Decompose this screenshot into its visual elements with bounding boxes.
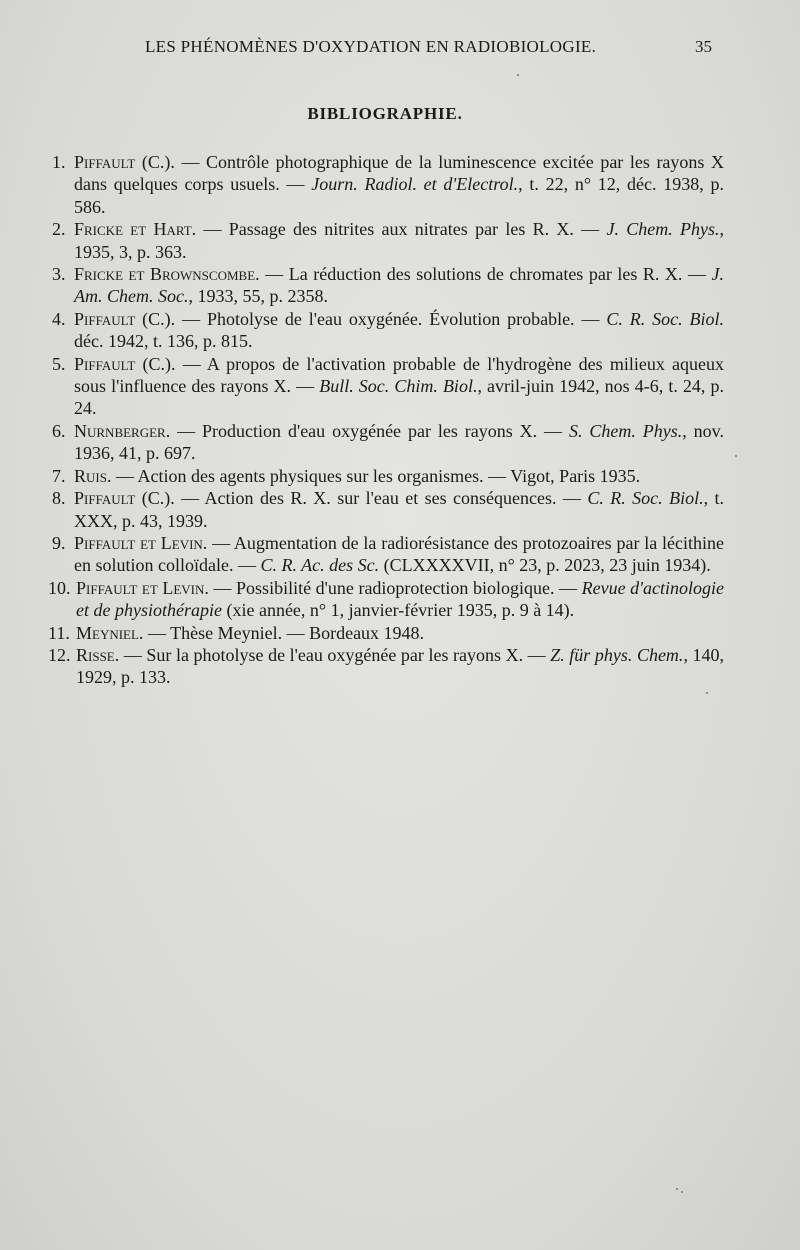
reference-number: 8.	[52, 488, 66, 509]
reference-journal: Z. für phys. Chem.	[550, 644, 684, 665]
paper-speck	[681, 1191, 683, 1193]
reference-journal: C. R. Ac. des Sc.	[260, 555, 380, 576]
reference-details: , nov. 1936, 41, p. 697.	[74, 420, 724, 464]
paper-speck	[706, 692, 708, 694]
reference-item	[52, 420, 724, 465]
reference-text: — Contrôle photographique de la luminescence excitée par les rayons X dans quelques corps usuels. —	[74, 152, 725, 195]
reference-author: Fricke et Brownscombe.	[74, 264, 260, 285]
reference-text: — Action des R. X. sur l'eau et ses conséquences. —	[174, 488, 588, 509]
reference-number: 11.	[48, 622, 70, 643]
reference-details: , 140, 1929, p. 133.	[76, 644, 725, 688]
running-title: LES PHÉNOMÈNES D'OXYDATION EN RADIOBIOLOGIE.	[145, 37, 597, 56]
page-number: 35	[695, 37, 712, 56]
reference-number: 6.	[52, 420, 66, 441]
reference-number: 12.	[48, 644, 71, 665]
reference-journal: C. R. Soc. Biol.	[606, 308, 724, 329]
reference-text: — Photolyse de l'eau oxygénée. Évolution probable. —	[175, 308, 607, 329]
reference-item	[52, 465, 724, 487]
reference-author: Piffault (C.).	[74, 488, 175, 509]
reference-journal: C. R. Soc. Biol.	[587, 488, 704, 509]
reference-author: Piffault (C.).	[74, 308, 176, 329]
reference-author: Meyniel.	[76, 622, 144, 643]
reference-details: (CLXXXXVII, n° 23, p. 2023, 23 juin 1934).	[379, 555, 711, 576]
reference-journal: J. Chem. Phys.	[606, 219, 720, 240]
reference-details: , t. XXX, p. 43, 1939.	[74, 488, 724, 531]
reference-number: 9.	[52, 532, 66, 553]
reference-item	[52, 308, 724, 353]
bibliography-list	[48, 151, 725, 689]
reference-details: déc. 1942, t. 136, p. 815.	[74, 331, 253, 352]
reference-number: 4.	[52, 308, 66, 329]
reference-item	[52, 218, 724, 263]
reference-item	[52, 151, 724, 218]
reference-text: — A propos de l'activation probable de l'hydrogène des milieux aqueux sous l'influence des rayons X. —	[74, 353, 724, 397]
reference-author: Nurnberger.	[74, 420, 171, 441]
reference-details: , t. 22, n° 12, déc. 1938, p. 586.	[74, 174, 724, 217]
reference-journal: S. Chem. Phys.	[568, 420, 683, 441]
reference-journal: Bull. Soc. Chim. Biol.	[319, 376, 478, 397]
reference-number: 1.	[52, 152, 66, 172]
reference-item	[52, 487, 724, 532]
reference-details: , 1935, 3, p. 363.	[74, 219, 724, 262]
reference-author: Piffault et Levin.	[74, 532, 208, 553]
reference-text: — Augmentation de la radiorésistance des protozoaires par la lécithine en solution colloïdale. —	[74, 532, 724, 576]
reference-text: — Thèse Meyniel. — Bordeaux 1948.	[143, 622, 425, 643]
reference-text: — Sur la photolyse de l'eau oxygénée par les rayons X. —	[119, 644, 551, 665]
paper-speck	[735, 455, 737, 457]
reference-item	[48, 644, 725, 689]
reference-number: 10.	[48, 577, 71, 598]
reference-author: Risse.	[76, 644, 120, 665]
reference-author: Piffault (C.).	[74, 152, 175, 172]
reference-author: Piffault (C.).	[74, 353, 176, 374]
reference-number: 5.	[52, 353, 66, 374]
reference-text: — Action des agents physiques sur les organismes. — Vigot, Paris 1935.	[111, 465, 641, 486]
reference-journal: Journ. Radiol. et d'Electrol.	[311, 174, 519, 195]
reference-item	[48, 577, 725, 622]
running-header	[0, 37, 800, 61]
reference-text: — Production d'eau oxygénée par les rayons X. —	[170, 420, 569, 441]
reference-text: — Passage des nitrites aux nitrates par les R. X. —	[196, 219, 607, 240]
reference-details: (xie année, n° 1, janvier-février 1935, p. 9 à 14).	[221, 600, 575, 621]
reference-text: — Possibilité d'une radioprotection biologique. —	[208, 577, 582, 598]
paper-speck	[517, 74, 519, 76]
reference-item	[52, 263, 724, 308]
reference-number: 3.	[52, 264, 66, 285]
reference-item	[52, 353, 724, 420]
section-title: BIBLIOGRAPHIE.	[307, 104, 463, 123]
reference-item	[52, 532, 724, 577]
reference-author: Piffault et Levin.	[76, 577, 209, 598]
reference-journal: J. Am. Chem. Soc.	[74, 264, 724, 307]
reference-author: Ruis.	[74, 465, 112, 486]
reference-number: 2.	[52, 219, 66, 240]
reference-text: — La réduction des solutions de chromates par les R. X. —	[259, 264, 712, 285]
reference-details: , avril-juin 1942, nos 4-6, t. 24, p. 24.	[74, 376, 725, 419]
reference-item	[48, 622, 724, 644]
reference-details: , 1933, 55, p. 2358.	[188, 286, 328, 307]
paper-speck	[676, 1188, 678, 1190]
reference-author: Fricke et Hart.	[74, 219, 197, 240]
reference-number: 7.	[52, 465, 66, 486]
reference-journal: Revue d'actinologie et de physiothérapie	[76, 577, 725, 621]
